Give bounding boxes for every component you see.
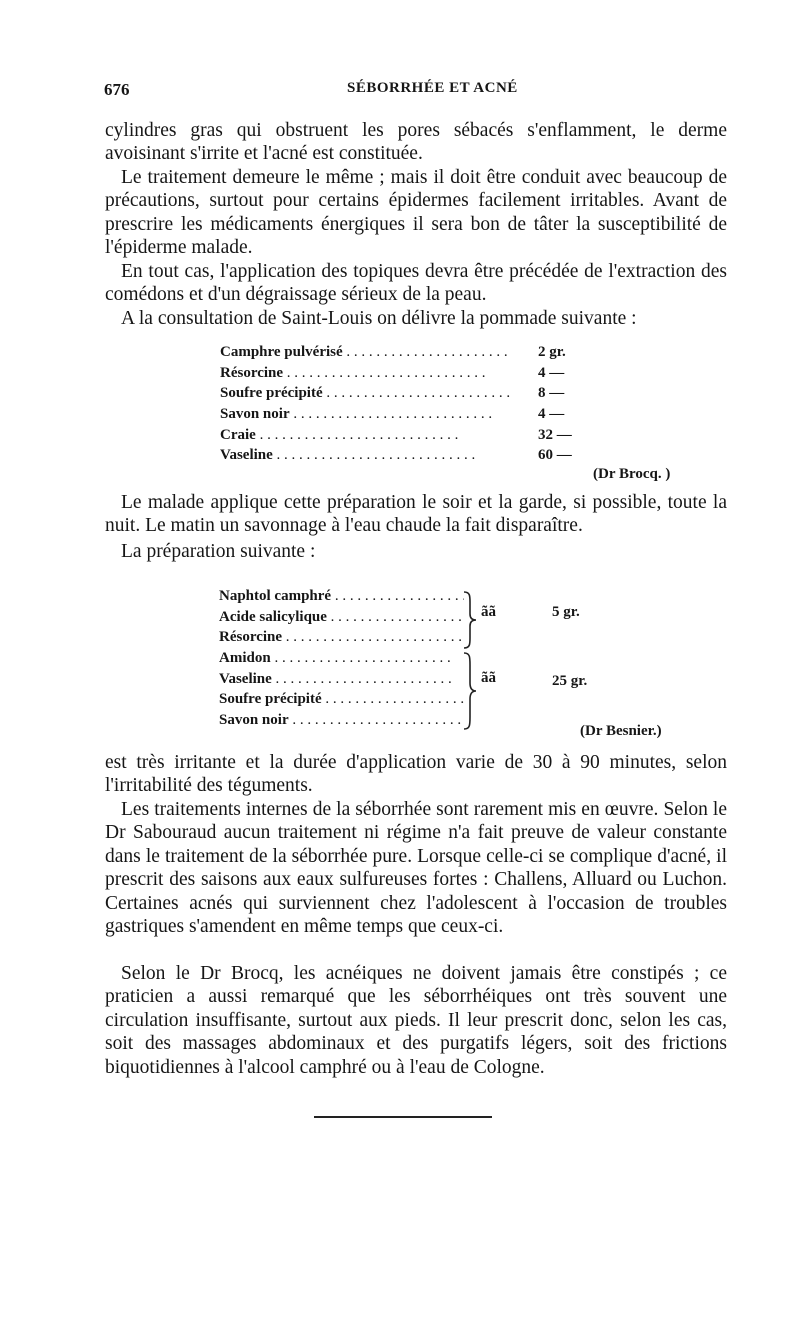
ingredient-name: Résorcine . . . bbox=[219, 629, 464, 646]
ingredient-name: Camphre pulvérisé . . . bbox=[220, 344, 512, 361]
qty-group-1: 5 gr. bbox=[552, 604, 580, 620]
recipe-1-row bbox=[220, 406, 620, 427]
paragraph-7: est très irritante et la durée d'application varie de 30 à 90 minutes, selon l'irritabilité des téguments. bbox=[105, 752, 727, 797]
page-number: 676 bbox=[104, 80, 130, 99]
ingredient-name: Amidon . . . bbox=[219, 650, 464, 667]
recipe-1-row bbox=[220, 385, 620, 406]
paragraph-5: Le malade applique cette préparation le soir et la garde, si possible, toute la nuit. Le matin un savonnage à l'eau chaude la fait disparaître. bbox=[105, 492, 727, 537]
ingredient-name: Acide salicylique . . . bbox=[219, 609, 464, 626]
recipe-2-attribution: (Dr Besnier.) bbox=[580, 723, 662, 739]
paragraph-4: A la consultation de Saint-Louis on délivre la pommade suivante : bbox=[121, 308, 637, 329]
paragraph-6: La préparation suivante : bbox=[121, 541, 316, 562]
ingredient-qty: 2 gr. bbox=[538, 344, 566, 360]
ingredient-name: Naphtol camphré . . . bbox=[219, 588, 464, 605]
recipe-1-row bbox=[220, 447, 620, 468]
paragraph-9: Selon le Dr Brocq, les acnéiques ne doivent jamais être constipés ; ce praticien a aussi remarqué que les séborrhéiques ont très souvent une circulation insuffisante, surtout aux pieds. Il leur prescrit donc, selon les cas, soit des massages abdominaux et des purgatifs légers, soit des frictions biquotidiennes à l'alcool camphré ou à l'eau de Cologne. bbox=[105, 963, 727, 1078]
ingredient-name: Soufre précipité . . . bbox=[219, 691, 464, 708]
ingredient-qty: 4 — bbox=[538, 364, 565, 381]
page-header bbox=[0, 80, 800, 102]
brace-group-1 bbox=[460, 590, 482, 650]
recipe-1-row bbox=[220, 344, 620, 365]
ingredient-qty: 8 — bbox=[538, 385, 565, 402]
ingredient-qty: 4 — bbox=[538, 406, 565, 423]
ingredient-qty: 60 — bbox=[538, 447, 572, 464]
running-title: SÉBORRHÉE ET ACNÉ bbox=[347, 80, 518, 96]
paragraph-8: Les traitements internes de la séborrhée sont rarement mis en œuvre. Selon le Dr Sabouraud aucun traitement ni régime n'a fait preuve de valeur constante dans le traitement de la séborrhée pure. Lorsque celle-ci se complique d'acné, il prescrit des saisons aux eaux sulfureuses fortes : Challens, Alluard ou Luchon. Certaines acnés qui surviennent chez l'adolescent à l'occasion de troubles gastriques s'amendent en même temps que ceux-ci. bbox=[105, 799, 727, 938]
qty-group-2: 25 gr. bbox=[552, 673, 588, 689]
ingredient-name: Vaseline . . . bbox=[220, 447, 512, 464]
recipe-1-row bbox=[220, 365, 620, 386]
aa-label-group-2: ãã bbox=[481, 670, 496, 686]
recipe-1 bbox=[220, 344, 620, 468]
end-rule bbox=[314, 1116, 492, 1118]
paragraph-2: Le traitement demeure le même ; mais il doit être conduit avec beaucoup de précautions, surtout pour certains épidermes facilement irritables. Avant de prescrire les médicaments énergiques il sera bon de tâter la susceptibilité de l'épiderme malade. bbox=[105, 167, 727, 259]
brace-group-2 bbox=[460, 651, 482, 731]
ingredient-name: Soufre précipité . . . bbox=[220, 385, 512, 402]
ingredient-qty: 32 — bbox=[538, 426, 572, 443]
ingredient-name: Résorcine . . . bbox=[220, 365, 512, 382]
ingredient-name: Craie . . . bbox=[220, 427, 512, 444]
ingredient-name: Savon noir . . . bbox=[219, 712, 464, 729]
aa-label-group-1: ãã bbox=[481, 604, 496, 620]
recipe-1-attribution: (Dr Brocq. ) bbox=[593, 466, 671, 482]
paragraph-3: En tout cas, l'application des topiques devra être précédée de l'extraction des comédons et d'un dégraissage sérieux de la peau. bbox=[105, 261, 727, 306]
ingredient-name: Vaseline . . . bbox=[219, 671, 464, 688]
ingredient-name: Savon noir . . . bbox=[220, 406, 512, 423]
paragraph-1: cylindres gras qui obstruent les pores sébacés s'enflamment, le derme avoisinant s'irrite et l'acné est constituée. bbox=[105, 120, 727, 165]
recipe-1-row bbox=[220, 427, 620, 448]
